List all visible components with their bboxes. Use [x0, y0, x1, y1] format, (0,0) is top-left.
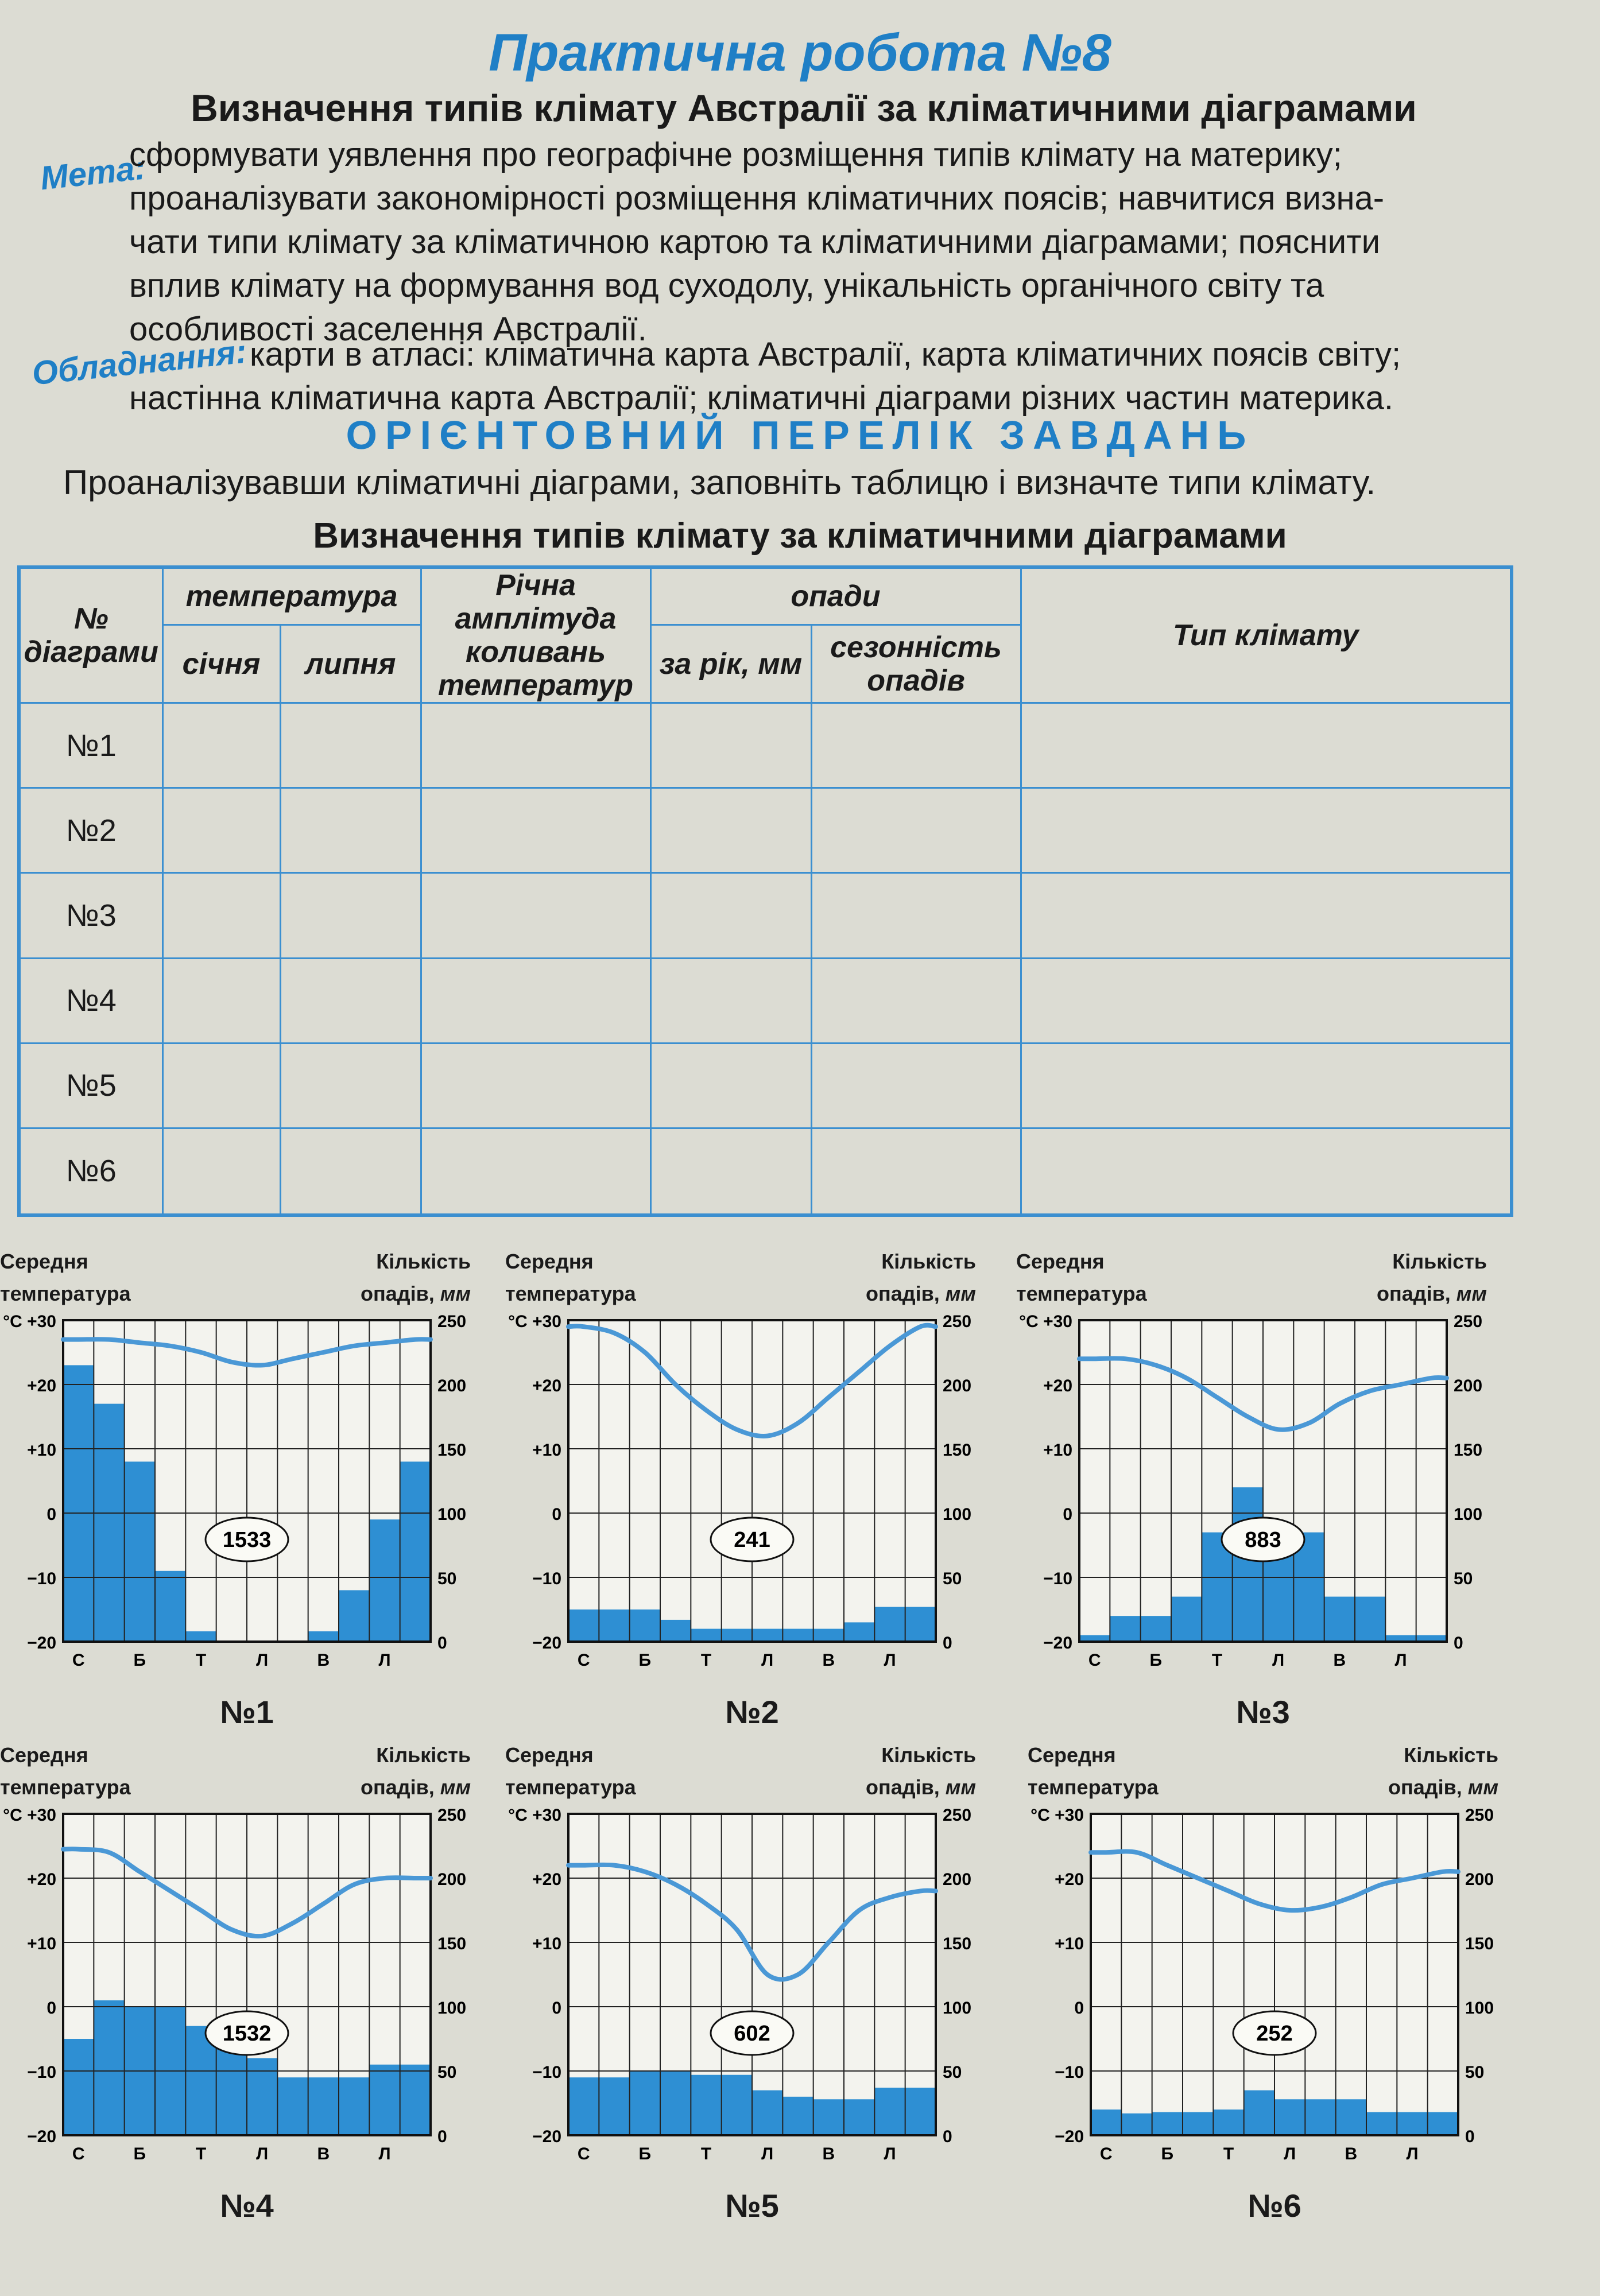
temperature-tick-label: +20 [27, 1376, 56, 1395]
cell-climate-type[interactable] [1021, 703, 1512, 788]
precip-bar [63, 1365, 94, 1642]
precip-bar [1213, 2109, 1243, 2135]
precip-bar [874, 2088, 905, 2135]
precip-bar [1397, 2112, 1427, 2135]
temperature-tick-label: −10 [27, 2063, 56, 2082]
temperature-tick-label: °C +30 [3, 1806, 56, 1825]
precip-tick-label: 200 [943, 1870, 972, 1889]
month-label: С [72, 1651, 85, 1670]
precip-bar [722, 1629, 752, 1642]
left-axis-title: Середня температура [1028, 1743, 1159, 1799]
temperature-tick-label: +20 [27, 1870, 56, 1889]
precip-tick-label: 50 [1454, 1569, 1473, 1588]
cell-july[interactable] [280, 1043, 421, 1128]
goal-line: вплив клімату на формування вод суходолу, унікальність органічного світу та [129, 267, 1324, 304]
cell-per-year[interactable] [650, 703, 811, 788]
precip-bar [63, 2039, 94, 2135]
precip-bar [400, 1461, 431, 1642]
chart-plot [1016, 1246, 1521, 1670]
right-axis-title: Кількість опадів, мм [1376, 1250, 1487, 1305]
precip-bar [722, 2075, 752, 2135]
right-axis-title: Кількість опадів, мм [865, 1250, 976, 1305]
precip-bar [630, 2071, 660, 2135]
row-number: №5 [19, 1043, 162, 1128]
climate-chart [0, 1246, 505, 1728]
precip-bar [1183, 2112, 1213, 2135]
cell-july[interactable] [280, 703, 421, 788]
precip-bar [599, 1609, 629, 1642]
month-label: Л [1272, 1651, 1285, 1670]
precip-bar [874, 1607, 905, 1642]
precip-tick-label: 100 [437, 1999, 467, 2018]
month-label: Л [1394, 1651, 1407, 1670]
header-seasonality: сезонність опадів [811, 625, 1021, 703]
month-label: С [72, 2144, 85, 2163]
precip-tick-label: 0 [1454, 1634, 1463, 1653]
temperature-tick-label: °C +30 [3, 1312, 56, 1331]
month-label: Л [761, 2144, 774, 2163]
cell-amplitude[interactable] [421, 1043, 650, 1128]
precip-tick-label: 0 [437, 1634, 447, 1653]
precip-bar [568, 2077, 599, 2135]
cell-amplitude[interactable] [421, 873, 650, 958]
goal-line: особливості заселення Австралії. [129, 311, 647, 348]
month-label: Б [638, 2144, 652, 2163]
temperature-tick-label: −10 [532, 1569, 561, 1588]
cell-per-year[interactable] [650, 958, 811, 1043]
cell-per-year[interactable] [650, 1128, 811, 1215]
header-precipitation: опади [650, 567, 1021, 625]
annual-precip-label: 602 [734, 2022, 770, 2046]
month-label: Л [256, 1651, 269, 1670]
cell-per-year[interactable] [650, 873, 811, 958]
precip-bar [782, 1629, 813, 1642]
precip-bar [1428, 2112, 1458, 2135]
header-diagram-no: № діаграми [19, 567, 162, 703]
equipment-line: настінна кліматична карта Австралії; кліматичні діаграми різних частин материка. [129, 379, 1393, 417]
cell-seasonality[interactable] [811, 1043, 1021, 1128]
precip-bar [1324, 1597, 1355, 1642]
precip-bar [782, 2097, 813, 2135]
cell-amplitude[interactable] [421, 958, 650, 1043]
precip-bar [1336, 2099, 1366, 2135]
temperature-tick-label: +20 [532, 1870, 561, 1889]
precip-bar [1171, 1597, 1202, 1642]
row-number: №4 [19, 958, 162, 1043]
cell-january[interactable] [162, 873, 280, 958]
header-per-year: за рік, мм [650, 625, 811, 703]
precip-tick-label: 100 [1454, 1505, 1483, 1524]
chart-plot [0, 1246, 505, 1670]
header-january: січня [162, 625, 280, 703]
month-label: Л [884, 1651, 896, 1670]
temperature-tick-label: −20 [532, 2127, 561, 2146]
temperature-tick-label: +10 [1043, 1441, 1072, 1460]
precip-bar [1141, 1616, 1171, 1642]
cell-climate-type[interactable] [1021, 873, 1512, 958]
precip-bar [905, 2088, 936, 2135]
page-subtitle: Визначення типів клімату Австралії за кліматичними діаграмами [191, 87, 1417, 129]
precip-tick-label: 200 [943, 1376, 972, 1395]
precip-bar [660, 1620, 691, 1642]
precip-bar [1305, 2099, 1335, 2135]
table-row [19, 873, 1512, 958]
cell-july[interactable] [280, 958, 421, 1043]
temperature-tick-label: 0 [47, 1505, 56, 1524]
chart-number: №6 [1248, 2188, 1301, 2224]
month-label: Б [133, 1651, 146, 1670]
left-axis-title: Середня температура [505, 1743, 636, 1799]
cell-july[interactable] [280, 1128, 421, 1215]
month-label: С [577, 2144, 590, 2163]
left-axis-title: Середня температура [505, 1250, 636, 1305]
month-label: С [1099, 2144, 1113, 2163]
month-label: В [317, 2144, 330, 2163]
month-label: В [317, 1651, 330, 1670]
chart-number: №3 [1236, 1694, 1290, 1730]
precip-tick-label: 250 [943, 1806, 972, 1825]
month-label: В [1333, 1651, 1346, 1670]
precip-bar [125, 1461, 155, 1642]
temperature-tick-label: °C +30 [508, 1312, 561, 1331]
chart-number: №2 [725, 1694, 779, 1730]
precip-bar [339, 1590, 369, 1642]
climate-chart [505, 1246, 1010, 1728]
precip-tick-label: 50 [943, 1569, 962, 1588]
precip-bar [94, 2000, 124, 2135]
precip-bar [1110, 1616, 1140, 1642]
month-label: Т [1223, 2144, 1234, 2163]
temperature-tick-label: 0 [1063, 1505, 1072, 1524]
precip-bar [599, 2077, 629, 2135]
temperature-tick-label: −10 [1055, 2063, 1084, 2082]
precip-bar [277, 2077, 308, 2135]
precip-tick-label: 250 [437, 1312, 467, 1331]
precip-bar [339, 2077, 369, 2135]
month-label: Т [700, 2144, 712, 2163]
goal-line: чати типи клімату за кліматичною картою та кліматичними діаграмами; пояснити [129, 223, 1381, 261]
left-axis-title: Середня температура [1016, 1250, 1147, 1305]
month-label: Т [195, 1651, 207, 1670]
row-number: №1 [19, 703, 162, 788]
precip-tick-label: 250 [1454, 1312, 1483, 1331]
annual-precip-label: 252 [1256, 2022, 1293, 2046]
goal-text [129, 133, 1564, 351]
left-axis-title: Середня температура [0, 1250, 131, 1305]
table-row [19, 1128, 1512, 1215]
temperature-tick-label: −20 [27, 1634, 56, 1653]
chart-plot [505, 1246, 1010, 1670]
chart-plot [0, 1739, 505, 2163]
cell-january[interactable] [162, 788, 280, 873]
precip-bar [400, 2065, 431, 2135]
goal-line: сформувати уявлення про географічне розміщення типів клімату на материку; [129, 136, 1342, 173]
precip-tick-label: 150 [437, 1934, 467, 1953]
precip-tick-label: 250 [1465, 1806, 1494, 1825]
temperature-tick-label: °C +30 [1019, 1312, 1072, 1331]
cell-july[interactable] [280, 788, 421, 873]
annual-precip-label: 1533 [222, 1528, 272, 1552]
month-label: В [1345, 2144, 1358, 2163]
cell-seasonality[interactable] [811, 1128, 1021, 1215]
precip-bar [691, 2075, 721, 2135]
precip-bar [1121, 2113, 1152, 2135]
precip-tick-label: 200 [437, 1376, 467, 1395]
precip-tick-label: 100 [943, 1505, 972, 1524]
month-label: Т [700, 1651, 712, 1670]
climate-table [17, 565, 1513, 1217]
month-label: Л [378, 1651, 391, 1670]
precip-tick-label: 250 [943, 1312, 972, 1331]
cell-seasonality[interactable] [811, 958, 1021, 1043]
temperature-tick-label: −20 [1055, 2127, 1084, 2146]
annual-precip-label: 241 [734, 1528, 770, 1552]
goal-label: Мета: [38, 149, 148, 197]
temperature-tick-label: 0 [47, 1999, 56, 2018]
precip-bar [369, 1519, 400, 1642]
temperature-tick-label: +10 [532, 1441, 561, 1460]
temperature-tick-label: +10 [532, 1934, 561, 1953]
precip-bar [1152, 2112, 1183, 2135]
chart-plot [1028, 1739, 1533, 2163]
temperature-tick-label: °C +30 [508, 1806, 561, 1825]
chart-number: №5 [725, 2188, 779, 2224]
month-label: Т [1211, 1651, 1223, 1670]
precip-bar [155, 1571, 185, 1642]
temperature-tick-label: 0 [552, 1999, 561, 2018]
precip-tick-label: 100 [1465, 1999, 1494, 2018]
header-climate-type: Тип клімату [1021, 567, 1512, 703]
month-label: Л [1284, 2144, 1296, 2163]
precip-tick-label: 50 [1465, 2063, 1485, 2082]
precip-bar [660, 2071, 691, 2135]
right-axis-title: Кількість опадів, мм [865, 1743, 976, 1799]
precip-tick-label: 200 [437, 1870, 467, 1889]
month-label: Л [1406, 2144, 1419, 2163]
precip-bar [568, 1609, 599, 1642]
precip-bar [813, 2099, 844, 2135]
tasks-instruction: Проаналізувавши кліматичні діаграми, заповніть таблицю і визначте типи клімату. [63, 463, 1376, 502]
cell-seasonality[interactable] [811, 703, 1021, 788]
chart-number: №4 [220, 2188, 274, 2224]
precip-tick-label: 100 [437, 1505, 467, 1524]
month-label: В [822, 1651, 835, 1670]
temperature-tick-label: −10 [27, 1569, 56, 1588]
table-row [19, 1043, 1512, 1128]
month-label: Б [133, 2144, 146, 2163]
precip-bar [369, 2065, 400, 2135]
cell-amplitude[interactable] [421, 788, 650, 873]
precip-bar [1091, 2109, 1121, 2135]
cell-climate-type[interactable] [1021, 958, 1512, 1043]
precip-bar [308, 1631, 339, 1642]
month-label: Л [256, 2144, 269, 2163]
precip-tick-label: 150 [943, 1934, 972, 1953]
temperature-tick-label: −10 [1043, 1569, 1072, 1588]
equipment-line: карти в атласі: кліматична карта Австралії, карта кліматичних поясів світу; [250, 336, 1401, 373]
cell-january[interactable] [162, 1043, 280, 1128]
tasks-heading: ОРІЄНТОВНИЙ ПЕРЕЛІК ЗАВДАНЬ [346, 413, 1254, 457]
temperature-tick-label: 0 [552, 1505, 561, 1524]
month-label: Л [378, 2144, 391, 2163]
precip-tick-label: 200 [1465, 1870, 1494, 1889]
precip-tick-label: 250 [437, 1806, 467, 1825]
precip-tick-label: 50 [437, 1569, 457, 1588]
cell-amplitude[interactable] [421, 1128, 650, 1215]
cell-per-year[interactable] [650, 1043, 811, 1128]
climate-chart [1016, 1246, 1521, 1728]
cell-july[interactable] [280, 873, 421, 958]
row-number: №3 [19, 873, 162, 958]
annual-precip-label: 1532 [222, 2022, 272, 2046]
precip-tick-label: 150 [1465, 1934, 1494, 1953]
temperature-tick-label: −20 [1043, 1634, 1072, 1653]
precip-bar [905, 1607, 936, 1642]
cell-amplitude[interactable] [421, 703, 650, 788]
precip-tick-label: 50 [437, 2063, 457, 2082]
month-label: Л [761, 1651, 774, 1670]
climate-chart [0, 1739, 505, 2224]
month-label: Б [638, 1651, 652, 1670]
precip-bar [1355, 1597, 1385, 1642]
climate-chart [505, 1739, 1010, 2224]
temperature-tick-label: +20 [532, 1376, 561, 1395]
precip-tick-label: 150 [1454, 1441, 1483, 1460]
chart-plot [505, 1739, 1010, 2163]
table-row [19, 958, 1512, 1043]
precip-bar [1274, 2099, 1305, 2135]
precip-bar [1366, 2112, 1397, 2135]
header-july: липня [280, 625, 421, 703]
climate-chart [1028, 1739, 1533, 2224]
precip-bar [844, 1622, 874, 1642]
precip-tick-label: 150 [437, 1441, 467, 1460]
month-label: С [1088, 1651, 1101, 1670]
page-title: Практична робота №8 [489, 24, 1111, 82]
month-label: Б [1161, 2144, 1174, 2163]
precip-bar [691, 1629, 721, 1642]
precip-tick-label: 200 [1454, 1376, 1483, 1395]
table-row [19, 788, 1512, 873]
cell-seasonality[interactable] [811, 873, 1021, 958]
precip-bar [844, 2099, 874, 2135]
chart-number: №1 [220, 1694, 274, 1730]
precip-bar [752, 2091, 782, 2135]
precip-bar [185, 1631, 216, 1642]
right-axis-title: Кількість опадів, мм [360, 1250, 471, 1305]
table-row [19, 703, 1512, 788]
temperature-tick-label: +20 [1055, 1870, 1084, 1889]
temperature-tick-label: +10 [27, 1441, 56, 1460]
month-label: Т [195, 2144, 207, 2163]
temperature-tick-label: +10 [1055, 1934, 1084, 1953]
temperature-tick-label: +20 [1043, 1376, 1072, 1395]
month-label: С [577, 1651, 590, 1670]
cell-january[interactable] [162, 958, 280, 1043]
header-amplitude: Річна амплітуда коливань температур [421, 567, 650, 703]
table-title: Визначення типів клімату за кліматичними діаграмами [313, 516, 1287, 556]
precip-bar [247, 2058, 277, 2135]
temperature-tick-label: °C +30 [1030, 1806, 1084, 1825]
equipment-text [129, 333, 1564, 420]
goal-line: проаналізувати закономірності розміщення кліматичних поясів; навчитися визна- [129, 180, 1385, 217]
precip-bar [752, 1629, 782, 1642]
precip-tick-label: 0 [1465, 2127, 1475, 2146]
cell-climate-type[interactable] [1021, 1128, 1512, 1215]
precip-bar [630, 1609, 660, 1642]
temperature-tick-label: 0 [1074, 1999, 1084, 2018]
row-number: №6 [19, 1128, 162, 1215]
equipment-label: Обладнання: [30, 332, 249, 393]
month-label: Б [1149, 1651, 1163, 1670]
precip-tick-label: 100 [943, 1999, 972, 2018]
month-label: В [822, 2144, 835, 2163]
cell-per-year[interactable] [650, 788, 811, 873]
row-number: №2 [19, 788, 162, 873]
month-label: Л [884, 2144, 896, 2163]
precip-bar [813, 1629, 844, 1642]
precip-tick-label: 0 [943, 2127, 952, 2146]
temperature-tick-label: +10 [27, 1934, 56, 1953]
right-axis-title: Кількість опадів, мм [1388, 1743, 1498, 1799]
temperature-tick-label: −20 [27, 2127, 56, 2146]
right-axis-title: Кількість опадів, мм [360, 1743, 471, 1799]
precip-bar [1244, 2091, 1274, 2135]
cell-january[interactable] [162, 1128, 280, 1215]
header-temperature: температура [162, 567, 421, 625]
precip-tick-label: 50 [943, 2063, 962, 2082]
cell-climate-type[interactable] [1021, 1043, 1512, 1128]
annual-precip-label: 883 [1245, 1528, 1281, 1552]
temperature-tick-label: −20 [532, 1634, 561, 1653]
temperature-tick-label: −10 [532, 2063, 561, 2082]
precip-tick-label: 150 [943, 1441, 972, 1460]
cell-seasonality[interactable] [811, 788, 1021, 873]
left-axis-title: Середня температура [0, 1743, 131, 1799]
precip-bar [1233, 1487, 1263, 1642]
cell-january[interactable] [162, 703, 280, 788]
precip-tick-label: 0 [943, 1634, 952, 1653]
precip-bar [308, 2077, 339, 2135]
precip-bar [94, 1404, 124, 1642]
cell-climate-type[interactable] [1021, 788, 1512, 873]
precip-tick-label: 0 [437, 2127, 447, 2146]
